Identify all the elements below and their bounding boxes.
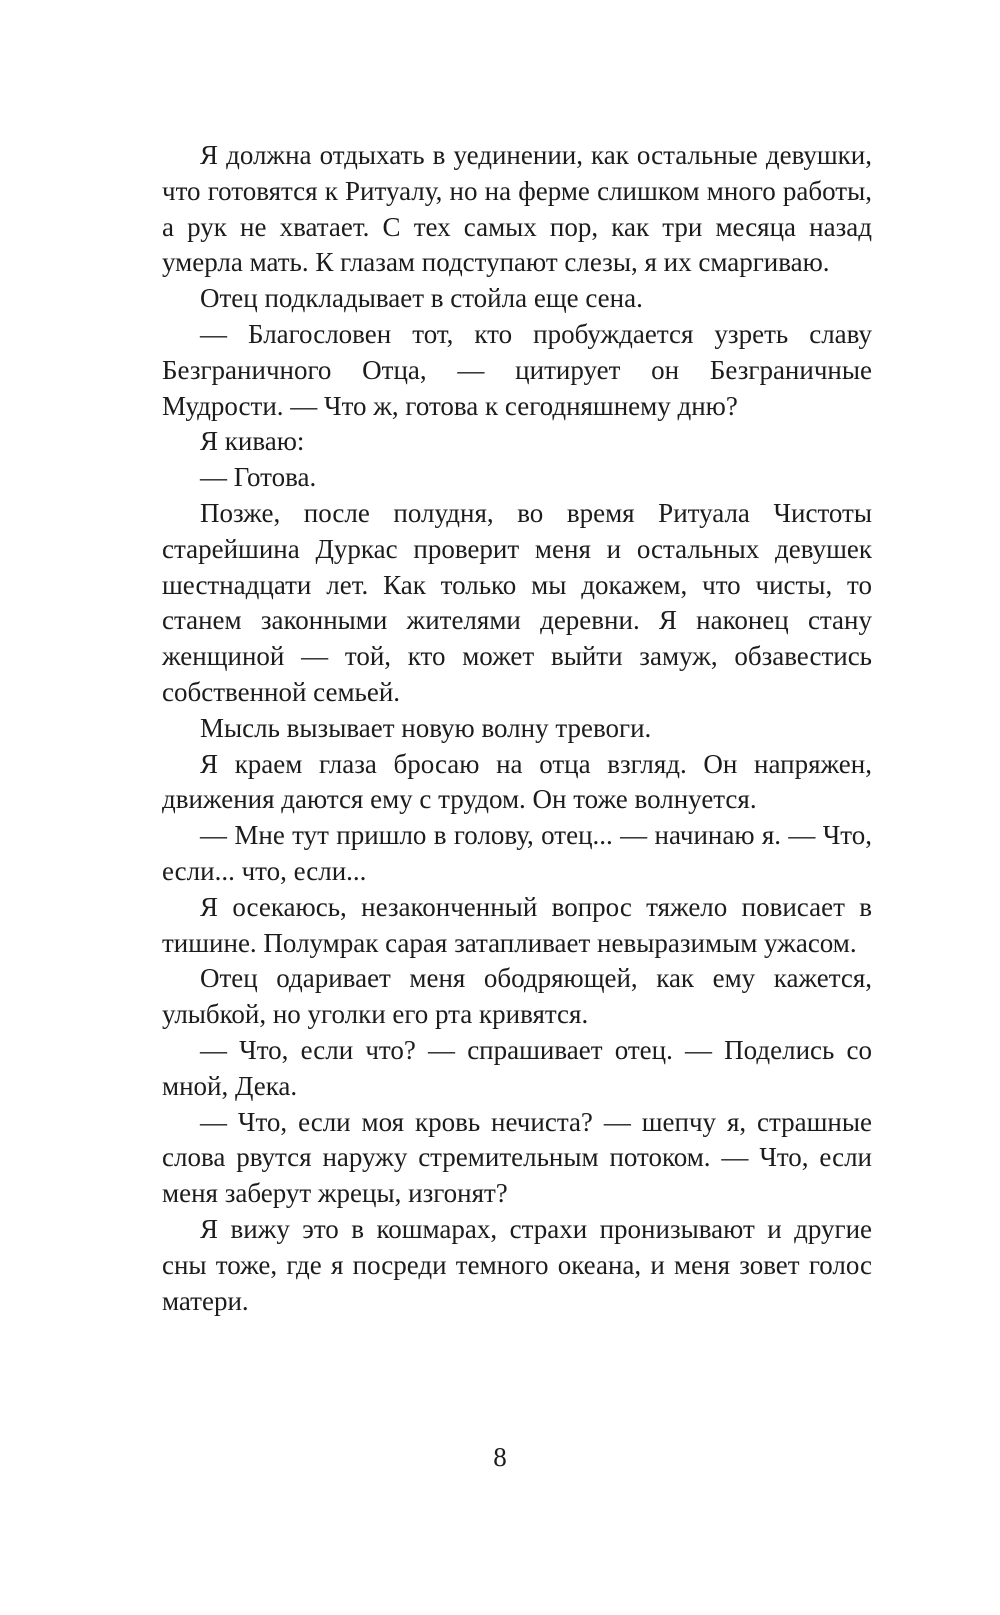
paragraph-11: Отец одаривает меня ободряющей, как ему кажется, улыбкой, но уголки его рта кривятся. bbox=[162, 963, 872, 1030]
paragraph-4: Я киваю: bbox=[200, 426, 305, 457]
paragraph-13: — Что, если моя кровь нечиста? — шепчу я, страшные слова рвутся наружу стремительным потоком. — Что, если меня заберут жрецы, изгонят? bbox=[162, 1106, 872, 1209]
paragraph-1: Я должна отдыхать в уединении, как остальные девушки, что готовятся к Ритуалу, но на ферме слишком много работы, а рук не хватает. С тех самых пор, как три месяца назад умерла мать. К глазам подступают слезы, я их смаргиваю. bbox=[162, 140, 872, 278]
paragraph-14: Я вижу это в кошмарах, страхи пронизывают и другие сны тоже, где я посреди темного океана, и меня зовет голос матери. bbox=[162, 1213, 872, 1316]
paragraph-7: Мысль вызывает новую волну тревоги. bbox=[200, 712, 652, 743]
page-number: 8 bbox=[493, 1442, 507, 1472]
paragraph-6: Позже, после полудня, во время Ритуала Чистоты старейшина Дуркас проверит меня и остальных девушек шестнадцати лет. Как только мы докажем, что чисты, то станем законными жителями деревни. Я наконец стану женщиной — той, кто может выйти замуж, обзавестись собственной семьей. bbox=[162, 497, 872, 707]
paragraph-3: — Благословен тот, кто пробуждается узреть славу Безграничного Отца, — цитирует он Безграничные Мудрости. — Что ж, готова к сегодняшнему дню? bbox=[162, 318, 872, 421]
paragraph-8: Я краем глаза бросаю на отца взгляд. Он напряжен, движения даются ему с трудом. Он тоже волнуется. bbox=[162, 748, 872, 815]
paragraph-2: Отец подкладывает в стойла еще сена. bbox=[200, 283, 643, 314]
body-text bbox=[162, 138, 872, 1319]
paragraph-12: — Что, если что? — спрашивает отец. — Поделись со мной, Дека. bbox=[162, 1034, 872, 1101]
paragraph-9: — Мне тут пришло в голову, отец... — начинаю я. — Что, если... что, если... bbox=[162, 820, 872, 886]
paragraph-10: Я осекаюсь, незаконченный вопрос тяжело повисает в тишине. Полумрак сарая затапливает невыразимым ужасом. bbox=[162, 891, 872, 958]
paragraph-5: — Готова. bbox=[200, 462, 317, 493]
